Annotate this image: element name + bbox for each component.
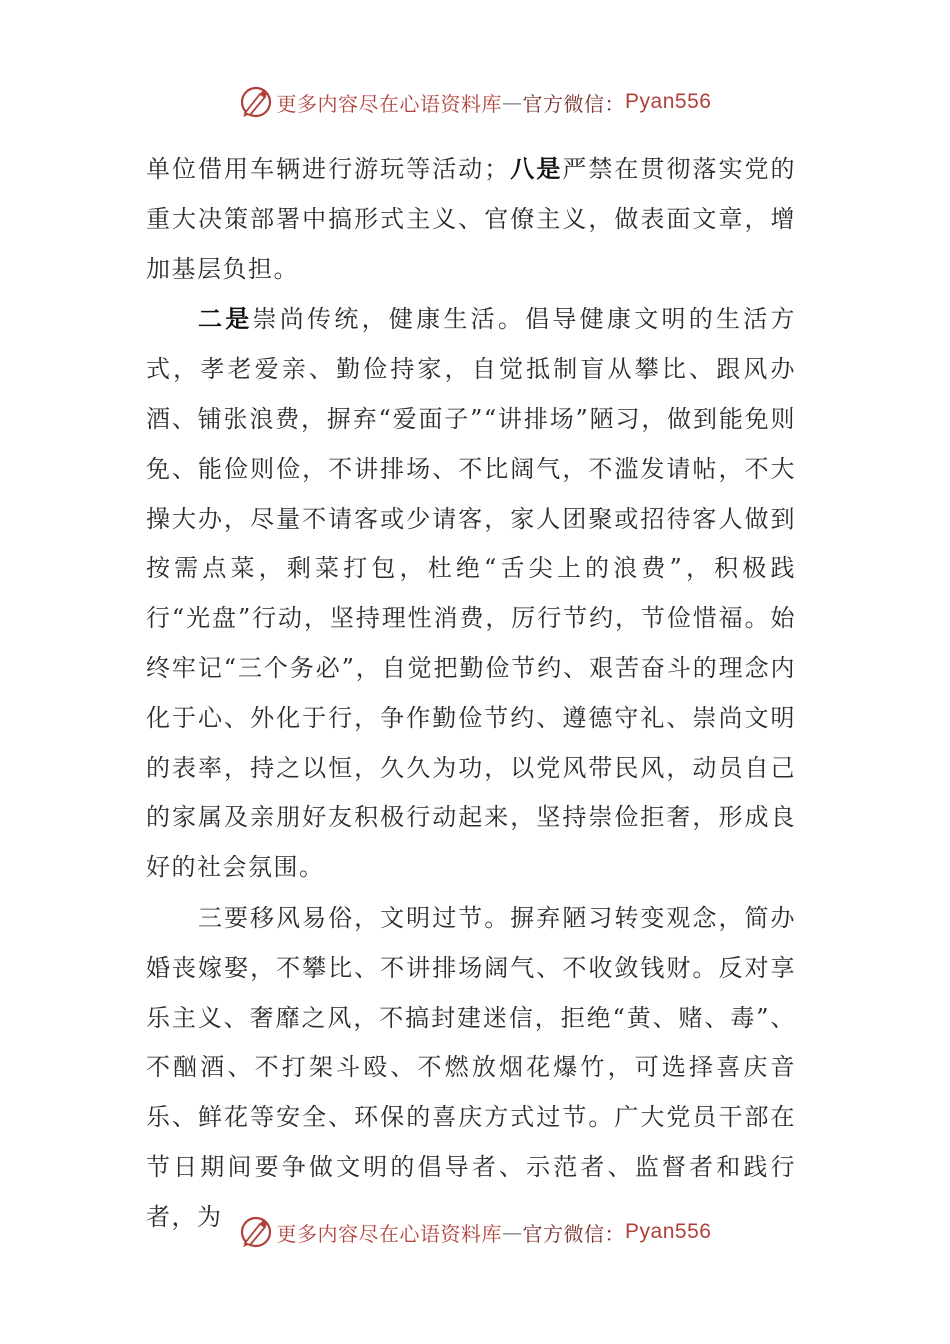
header-site-text: 更多内容尽在心语资料库 [276, 91, 503, 116]
header-banner [0, 82, 950, 122]
header-dash: — [502, 90, 523, 114]
paragraph-2-bold: 二是 [198, 304, 253, 334]
paragraph-1-before: 单位借用车辆进行游玩等活动； [146, 155, 510, 183]
document-body [146, 144, 796, 1243]
pen-logo-icon [239, 85, 273, 119]
footer-banner [0, 1212, 950, 1252]
header-wechat-label: 官方微信： [522, 91, 626, 116]
footer-wechat-id: Pyan556 [625, 1220, 712, 1243]
paragraph-1-bold: 八是 [509, 154, 563, 183]
paragraph-1 [146, 144, 796, 294]
footer-wechat-label: 官方微信： [522, 1221, 626, 1246]
paragraph-3 [146, 893, 796, 1243]
footer-site-text: 更多内容尽在心语资料库 [276, 1221, 503, 1246]
paragraph-1-after: 严禁在贯彻落实党的重大决策部署中搞形式主义、官僚主义，做表面文章，增加基层负担。 [146, 155, 797, 283]
paragraph-2-after: 崇尚传统，健康生活。倡导健康文明的生活方式，孝老爱亲、勤俭持家，自觉抵制盲从攀比、跟风办酒、铺张浪费，摒弃“爱面子”“讲排场”陋习，做到能免则免、能俭则俭，不讲排场、不比阔气，不滥发请帖，不大操大办，尽量不请客或少请客，家人团聚或招待客人做到按需点菜，剩菜打包，杜绝“舌尖上的浪费”，积极践行“光盘”行动，坚持理性消费，厉行节约，节俭惜福。始终牢记“三个务必”，自觉把勤俭节约、艰苦奋斗的理念内化于心、外化于行，争作勤俭节约、遵德守礼、崇尚文明的表率，持之以恒，久久为功，以党风带民风，动员自己的家属及亲朋好友积极行动起来，坚持崇俭拒奢，形成良好的社会氛围。 [146, 305, 797, 882]
paragraph-2 [146, 294, 796, 893]
header-wechat-id: Pyan556 [625, 90, 712, 113]
pen-logo-icon [239, 1215, 273, 1249]
paragraph-3-after: 三要移风易俗，文明过节。摒弃陋习转变观念，简办婚丧嫁娶，不攀比、不讲排场阔气、不收敛钱财。反对享乐主义、奢靡之风，不搞封建迷信，拒绝“黄、赌、毒”、不酗酒、不打架斗殴、不燃放烟花爆竹，可选择喜庆音乐、鲜花等安全、环保的喜庆方式过节。广大党员干部在节日期间要争做文明的倡导者、示范者、监督者和践行者，为 [146, 903, 796, 1231]
footer-dash: — [502, 1220, 523, 1244]
